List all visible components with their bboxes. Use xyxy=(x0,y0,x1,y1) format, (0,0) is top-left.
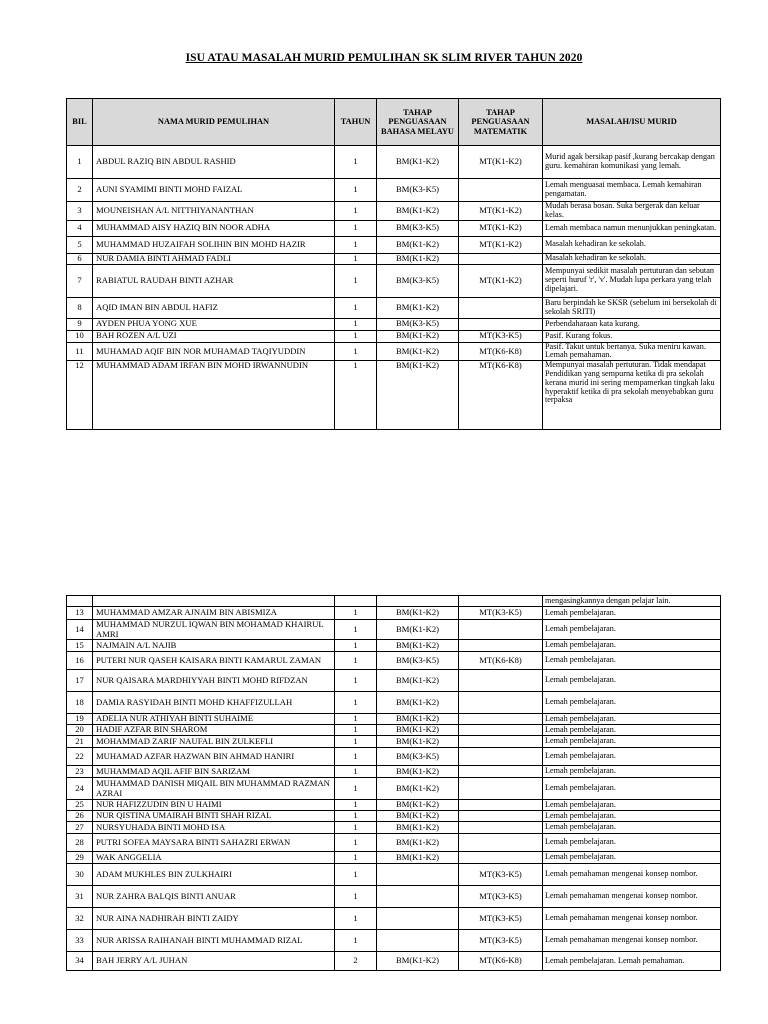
bm-level: BM(K1-K2) xyxy=(377,146,459,179)
student-name: ABDUL RAZIQ BIN ABDUL RASHID xyxy=(93,146,335,179)
table-row xyxy=(67,318,721,330)
issue-text: Lemah pembelajaran. xyxy=(543,800,721,811)
row-number: 16 xyxy=(67,652,93,670)
issue-text: Pasif. Kurang fokus. xyxy=(543,330,721,342)
issue-text: Masalah kehadiran ke sekolah. xyxy=(543,236,721,253)
table-row xyxy=(67,220,721,236)
header-bm: TAHAP PENGUASAAN BAHASA MELAYU xyxy=(377,99,459,146)
table-row xyxy=(67,330,721,342)
mt-level xyxy=(459,748,543,766)
row-number: 12 xyxy=(67,361,93,430)
mt-level xyxy=(459,778,543,800)
document-title: ISU ATAU MASALAH MURID PEMULIHAN SK SLIM RIVER TAHUN 2020 xyxy=(185,52,583,64)
row-number: 5 xyxy=(67,236,93,253)
mt-level: MT(K1-K2) xyxy=(459,264,543,297)
bm-level: BM(K1-K2) xyxy=(377,236,459,253)
bm-level: BM(K1-K2) xyxy=(377,714,459,725)
student-name: MUHAMMAD ADAM IRFAN BIN MOHD IRWANNUDIN xyxy=(93,361,335,430)
row-number: 4 xyxy=(67,220,93,236)
issue-text: Mempunyai sedikit masalah pertuturan dan sebutan seperti huruf 'r', 'v'. Mudah lupa perkara yang telah dipelajari. xyxy=(543,264,721,297)
bm-level: BM(K1-K2) xyxy=(377,361,459,430)
issue-text: Lemah pembelajaran. xyxy=(543,640,721,652)
student-name: AQID IMAN BIN ABDUL HAFIZ xyxy=(93,297,335,318)
table-row xyxy=(67,908,721,930)
mt-level: MT(K3-K5) xyxy=(459,908,543,930)
bm-level xyxy=(377,886,459,908)
table-row xyxy=(67,692,721,714)
mt-level xyxy=(459,640,543,652)
mt-level xyxy=(459,800,543,811)
bm-level: BM(K3-K5) xyxy=(377,179,459,202)
mt-level: MT(K6-K8) xyxy=(459,361,543,430)
row-number: 15 xyxy=(67,640,93,652)
mt-level xyxy=(459,620,543,640)
student-name: NUR QISTINA UMAIRAH BINTI SHAH RIZAL xyxy=(93,811,335,822)
year: 1 xyxy=(335,640,377,652)
table-row xyxy=(67,748,721,766)
mt-level: MT(K6-K8) xyxy=(459,952,543,971)
row-number: 6 xyxy=(67,253,93,264)
bm-level: BM(K1-K2) xyxy=(377,725,459,736)
year: 1 xyxy=(335,202,377,221)
table-row xyxy=(67,736,721,748)
student-name: BAH JERRY A/L JUHAN xyxy=(93,952,335,971)
year: 1 xyxy=(335,652,377,670)
issue-text: Lemah pembelajaran. xyxy=(543,822,721,834)
bm-level: BM(K3-K5) xyxy=(377,652,459,670)
student-name: NUR ARISSA RAIHANAH BINTI MUHAMMAD RIZAL xyxy=(93,930,335,952)
table-row xyxy=(67,640,721,652)
table-row xyxy=(67,297,721,318)
row-number: 32 xyxy=(67,908,93,930)
row-number: 11 xyxy=(67,342,93,361)
year: 1 xyxy=(335,361,377,430)
student-name: PUTRI SOFEA MAYSARA BINTI SAHAZRI ERWAN xyxy=(93,834,335,852)
row-number: 24 xyxy=(67,778,93,800)
student-name: ADELIA NUR ATHIYAH BINTI SUHAIME xyxy=(93,714,335,725)
year: 1 xyxy=(335,146,377,179)
issue-text: Lemah pembelajaran. xyxy=(543,778,721,800)
year: 1 xyxy=(335,318,377,330)
table-row xyxy=(67,930,721,952)
bm-level: BM(K1-K2) xyxy=(377,202,459,221)
year: 1 xyxy=(335,236,377,253)
continuation-row xyxy=(67,596,721,607)
header-nama: NAMA MURID PEMULIHAN xyxy=(93,99,335,146)
year: 1 xyxy=(335,264,377,297)
mt-level xyxy=(459,179,543,202)
bm-level: BM(K1-K2) xyxy=(377,342,459,361)
table-row xyxy=(67,822,721,834)
issue-text: Lemah pembelajaran. xyxy=(543,692,721,714)
bm-level: BM(K1-K2) xyxy=(377,766,459,778)
student-name: NUR DAMIA BINTI AHMAD FADLI xyxy=(93,253,335,264)
mt-level: MT(K1-K2) xyxy=(459,236,543,253)
year: 1 xyxy=(335,620,377,640)
header-tahun: TAHUN xyxy=(335,99,377,146)
row-number: 13 xyxy=(67,607,93,620)
student-name: NUR QAISARA MARDHIYYAH BINTI MOHD RIFDZAN xyxy=(93,670,335,692)
student-name: HADIF AZFAR BIN SHAROM xyxy=(93,725,335,736)
row-number: 9 xyxy=(67,318,93,330)
student-name: MUHAMAD AZFAR HAZWAN BIN AHMAD HANIRI xyxy=(93,748,335,766)
year: 1 xyxy=(335,714,377,725)
bm-level: BM(K1-K2) xyxy=(377,607,459,620)
mt-level xyxy=(459,714,543,725)
row-number: 7 xyxy=(67,264,93,297)
year: 1 xyxy=(335,607,377,620)
mt-level xyxy=(459,811,543,822)
issue-text: Lemah pembelajaran. xyxy=(543,852,721,864)
issue-text: Lemah pembelajaran. xyxy=(543,670,721,692)
header-isu: MASALAH/ISU MURID xyxy=(543,99,721,146)
bm-level xyxy=(377,908,459,930)
mt-level xyxy=(459,318,543,330)
row-number: 8 xyxy=(67,297,93,318)
issue-text: Lemah pembelajaran. xyxy=(543,736,721,748)
table-row xyxy=(67,886,721,908)
mt-level: MT(K6-K8) xyxy=(459,652,543,670)
table-row xyxy=(67,236,721,253)
row-number: 2 xyxy=(67,179,93,202)
row-number: 18 xyxy=(67,692,93,714)
bm-level: BM(K1-K2) xyxy=(377,670,459,692)
student-name: DAMIA RASYIDAH BINTI MOHD KHAFFIZULLAH xyxy=(93,692,335,714)
row-number: 28 xyxy=(67,834,93,852)
issue-text: Baru berpindah ke SKSR (sebelum ini bersekolah di sekolah SRITI) xyxy=(543,297,721,318)
row-number: 29 xyxy=(67,852,93,864)
issue-text: Lemah pembelajaran. xyxy=(543,725,721,736)
row-number: 10 xyxy=(67,330,93,342)
year: 1 xyxy=(335,834,377,852)
issue-text: Lemah pembelajaran. xyxy=(543,714,721,725)
issue-text: Lemah membaca namun menunjukkan peningkatan. xyxy=(543,220,721,236)
row-number: 27 xyxy=(67,822,93,834)
row-number: 33 xyxy=(67,930,93,952)
issue-text: Lemah pemahaman mengenai konsep nombor. xyxy=(543,908,721,930)
bm-level: BM(K1-K2) xyxy=(377,620,459,640)
header-mt: TAHAP PENGUASAAN MATEMATIK xyxy=(459,99,543,146)
student-name: MOHAMMAD ZARIF NAUFAL BIN ZULKEFLI xyxy=(93,736,335,748)
mt-level xyxy=(459,692,543,714)
year: 1 xyxy=(335,330,377,342)
continuation-text: mengasingkannya dengan pelajar lain. xyxy=(543,596,721,607)
header-bil: BIL xyxy=(67,99,93,146)
row-number: 34 xyxy=(67,952,93,971)
student-name: AUNI SYAMIMI BINTI MOHD FAIZAL xyxy=(93,179,335,202)
row-number: 22 xyxy=(67,748,93,766)
mt-level xyxy=(459,670,543,692)
row-number: 19 xyxy=(67,714,93,725)
table-row xyxy=(67,202,721,221)
year: 1 xyxy=(335,736,377,748)
bm-level: BM(K3-K5) xyxy=(377,318,459,330)
table-row xyxy=(67,361,721,430)
year: 1 xyxy=(335,725,377,736)
mt-level: MT(K1-K2) xyxy=(459,220,543,236)
table-row xyxy=(67,766,721,778)
year: 1 xyxy=(335,864,377,886)
bm-level: BM(K1-K2) xyxy=(377,330,459,342)
table-row xyxy=(67,146,721,179)
student-name: MUHAMAD AQIF BIN NOR MUHAMAD TAQIYUDDIN xyxy=(93,342,335,361)
year: 1 xyxy=(335,670,377,692)
table-row xyxy=(67,670,721,692)
bm-level: BM(K1-K2) xyxy=(377,952,459,971)
issue-text: Lemah pembelajaran. xyxy=(543,766,721,778)
issue-text: Lemah pembelajaran. xyxy=(543,748,721,766)
student-name: MUHAMMAD AQIL AFIF BIN SARIZAM xyxy=(93,766,335,778)
issue-text: Masalah kehadiran ke sekolah. xyxy=(543,253,721,264)
student-name: MUHAMMAD AISY HAZIQ BIN NOOR ADHA xyxy=(93,220,335,236)
mt-level: MT(K3-K5) xyxy=(459,864,543,886)
year: 1 xyxy=(335,179,377,202)
mt-level xyxy=(459,766,543,778)
student-name: MUHAMMAD HUZAIFAH SOLIHIN BIN MOHD HAZIR xyxy=(93,236,335,253)
mt-level xyxy=(459,297,543,318)
issue-text: Perbendaharaan kata kurang. xyxy=(543,318,721,330)
student-name: NURSYUHADA BINTI MOHD ISA xyxy=(93,822,335,834)
year: 1 xyxy=(335,766,377,778)
student-name: BAH ROZEN A/L UZI xyxy=(93,330,335,342)
student-name: ADAM MUKHLES BIN ZULKHAIRI xyxy=(93,864,335,886)
bm-level xyxy=(377,864,459,886)
year: 1 xyxy=(335,930,377,952)
issue-text: Pasif. Takut untuk bertanya. Suka meniru kawan. Lemah pemahaman. xyxy=(543,342,721,361)
mt-level: MT(K3-K5) xyxy=(459,930,543,952)
row-number: 17 xyxy=(67,670,93,692)
row-number: 26 xyxy=(67,811,93,822)
year: 1 xyxy=(335,852,377,864)
table-row xyxy=(67,714,721,725)
student-name: RABIATUL RAUDAH BINTI AZHAR xyxy=(93,264,335,297)
bm-level: BM(K3-K5) xyxy=(377,264,459,297)
table-row xyxy=(67,620,721,640)
bm-level: BM(K1-K2) xyxy=(377,778,459,800)
mt-level: MT(K3-K5) xyxy=(459,607,543,620)
mt-level: MT(K3-K5) xyxy=(459,330,543,342)
year: 1 xyxy=(335,220,377,236)
table-row xyxy=(67,778,721,800)
row-number: 21 xyxy=(67,736,93,748)
mt-level xyxy=(459,852,543,864)
mt-level: MT(K3-K5) xyxy=(459,886,543,908)
students-table-part-2 xyxy=(66,595,721,971)
bm-level: BM(K3-K5) xyxy=(377,748,459,766)
issue-text: Mudah berasa bosan. Suka bergerak dan keluar kelas. xyxy=(543,202,721,221)
bm-level: BM(K1-K2) xyxy=(377,834,459,852)
mt-level xyxy=(459,834,543,852)
issue-text: Lemah pemahaman mengenai konsep nombor. xyxy=(543,930,721,952)
table-header-row xyxy=(67,99,721,146)
mt-level: MT(K6-K8) xyxy=(459,342,543,361)
bm-level: BM(K1-K2) xyxy=(377,822,459,834)
table-row xyxy=(67,607,721,620)
year: 2 xyxy=(335,952,377,971)
issue-text: Lemah menguasai membaca. Lemah kemahiran pengamatan. xyxy=(543,179,721,202)
bm-level: BM(K1-K2) xyxy=(377,852,459,864)
table-row xyxy=(67,800,721,811)
table-row xyxy=(67,652,721,670)
table-row xyxy=(67,852,721,864)
year: 1 xyxy=(335,822,377,834)
row-number: 1 xyxy=(67,146,93,179)
row-number: 14 xyxy=(67,620,93,640)
bm-level xyxy=(377,930,459,952)
student-name: MUHAMMAD DANISH MIQAIL BIN MUHAMMAD RAZMAN AZRAI xyxy=(93,778,335,800)
table-row xyxy=(67,253,721,264)
issue-text: Lemah pemahaman mengenai konsep nombor. xyxy=(543,886,721,908)
row-number: 20 xyxy=(67,725,93,736)
students-table-part-1 xyxy=(66,98,721,430)
issue-text: Lemah pemahaman mengenai konsep nombor. xyxy=(543,864,721,886)
table-row xyxy=(67,179,721,202)
year: 1 xyxy=(335,297,377,318)
year: 1 xyxy=(335,886,377,908)
row-number: 23 xyxy=(67,766,93,778)
table-row xyxy=(67,834,721,852)
row-number: 31 xyxy=(67,886,93,908)
bm-level: BM(K1-K2) xyxy=(377,736,459,748)
table-row xyxy=(67,342,721,361)
student-name: WAK ANGGELIA xyxy=(93,852,335,864)
issue-text: Lemah pembelajaran. Lemah pemahaman. xyxy=(543,952,721,971)
bm-level: BM(K1-K2) xyxy=(377,692,459,714)
mt-level xyxy=(459,725,543,736)
issue-text: Lemah pembelajaran. xyxy=(543,620,721,640)
year: 1 xyxy=(335,342,377,361)
table-row xyxy=(67,864,721,886)
mt-level xyxy=(459,253,543,264)
student-name: NUR AINA NADHIRAH BINTI ZAIDY xyxy=(93,908,335,930)
issue-text: Lemah pembelajaran. xyxy=(543,834,721,852)
bm-level: BM(K3-K5) xyxy=(377,220,459,236)
year: 1 xyxy=(335,778,377,800)
student-name: NAJMAIN A/L NAJIB xyxy=(93,640,335,652)
row-number: 30 xyxy=(67,864,93,886)
student-name: PUTERI NUR QASEH KAISARA BINTI KAMARUL ZAMAN xyxy=(93,652,335,670)
bm-level: BM(K1-K2) xyxy=(377,640,459,652)
year: 1 xyxy=(335,692,377,714)
year: 1 xyxy=(335,800,377,811)
year: 1 xyxy=(335,811,377,822)
bm-level: BM(K1-K2) xyxy=(377,253,459,264)
year: 1 xyxy=(335,748,377,766)
issue-text: Lemah pembelajaran. xyxy=(543,607,721,620)
student-name: NUR HAFIZZUDIN BIN U HAIMI xyxy=(93,800,335,811)
issue-text: Lemah pembelajaran. xyxy=(543,811,721,822)
table-row xyxy=(67,952,721,971)
row-number: 3 xyxy=(67,202,93,221)
mt-level xyxy=(459,736,543,748)
table-row xyxy=(67,725,721,736)
issue-text: Mempunyai masalah pertuturan. Tidak mendapat Pendidikan yang sempurna ketika di pra sekolah kerana murid ini sering mempamerkan tingkah laku hyperaktif ketika di pra sekolah menyebabkan guru terpaksa xyxy=(543,361,721,430)
bm-level: BM(K1-K2) xyxy=(377,800,459,811)
student-name: NUR ZAHRA BALQIS BINTI ANUAR xyxy=(93,886,335,908)
issue-text: Lemah pembelajaran. xyxy=(543,652,721,670)
mt-level: MT(K1-K2) xyxy=(459,202,543,221)
issue-text: Murid agak bersikap pasif ,kurang bercakap dengan guru. kemahiran komunikasi yang lemah. xyxy=(543,146,721,179)
year: 1 xyxy=(335,253,377,264)
row-number: 25 xyxy=(67,800,93,811)
student-name: MOUNEISHAN A/L NITTHIYANANTHAN xyxy=(93,202,335,221)
mt-level: MT(K1-K2) xyxy=(459,146,543,179)
table-row xyxy=(67,264,721,297)
student-name: MUHAMMAD AMZAR AJNAIM BIN ABISMIZA xyxy=(93,607,335,620)
student-name: MUHAMMAD NURZUL IQWAN BIN MOHAMAD KHAIRUL AMRI xyxy=(93,620,335,640)
mt-level xyxy=(459,822,543,834)
table-row xyxy=(67,811,721,822)
year: 1 xyxy=(335,908,377,930)
bm-level: BM(K1-K2) xyxy=(377,297,459,318)
student-name: AYDEN PHUA YONG XUE xyxy=(93,318,335,330)
bm-level: BM(K1-K2) xyxy=(377,811,459,822)
